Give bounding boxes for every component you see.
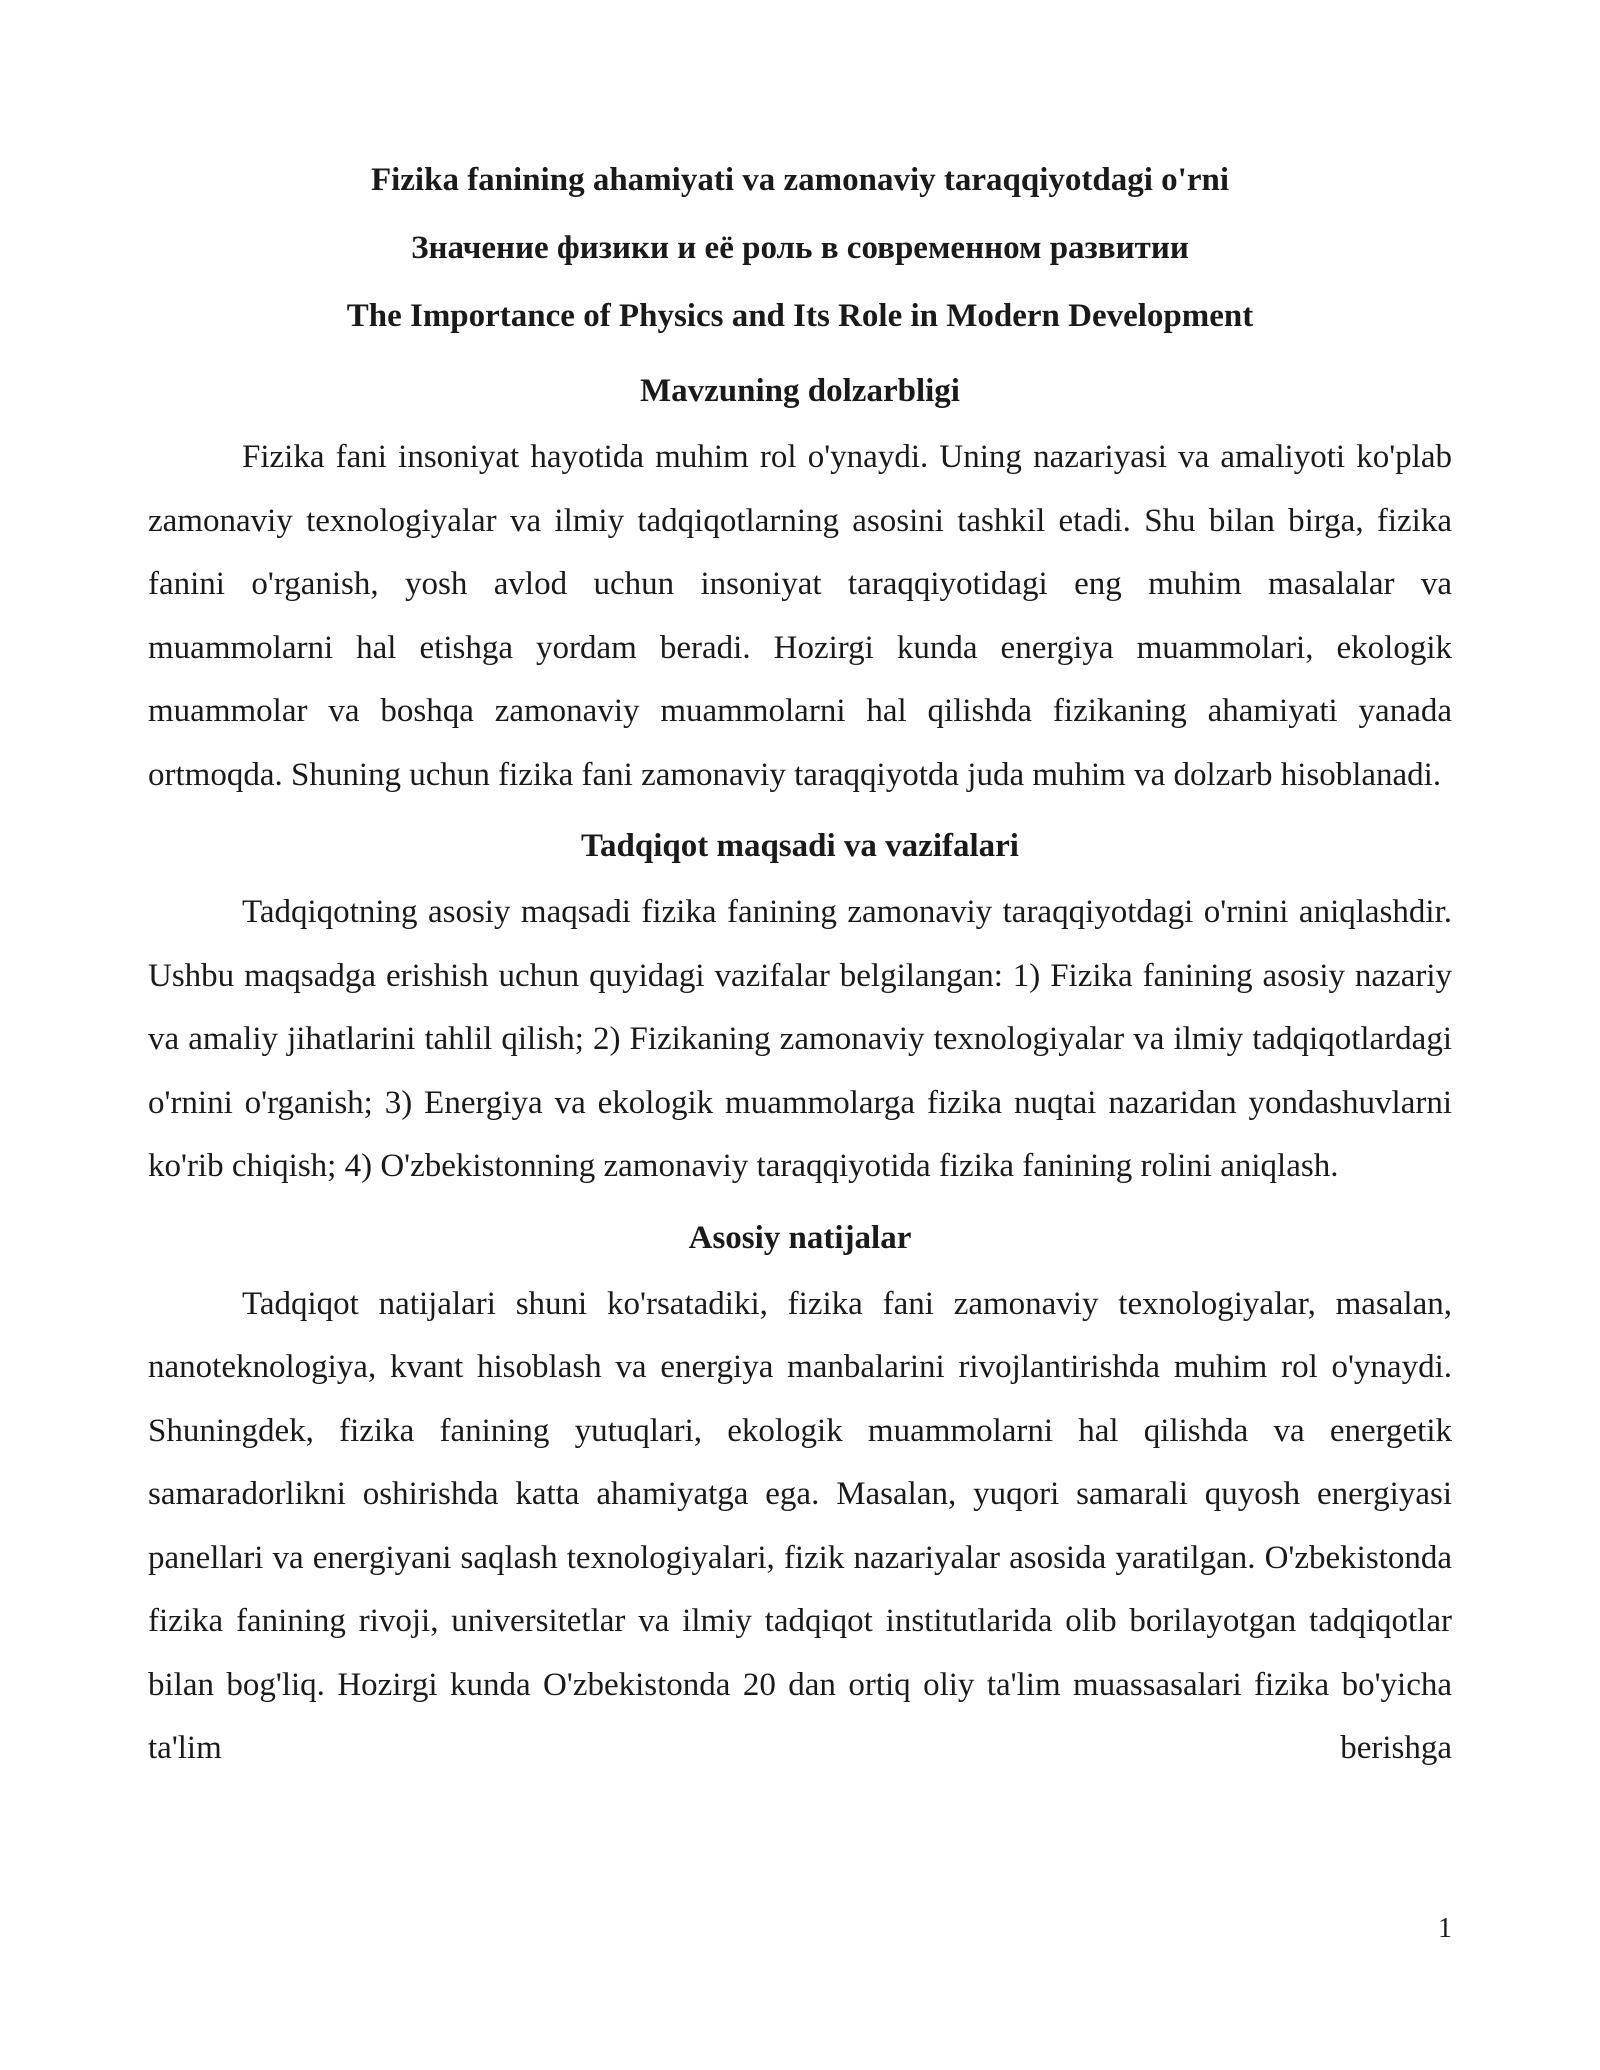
title-uzbek: Fizika fanining ahamiyati va zamonaviy taraqqiyotdagi o'rni [370, 162, 1230, 198]
section-heading-goals: Tadqiqot maqsadi va vazifalari [581, 828, 1019, 864]
section-paragraph-goals: Tadqiqotning asosiy maqsadi fizika fanining zamonaviy taraqqiyotdagi o'rnini aniqlashdir. Ushbu maqsadga erishish uchun quyidagi vazifalar belgilangan: 1) Fizika fanining asosiy nazariy va amaliy jihatlarini tahlil qilish; 2) Fizikaning zamonaviy texnologiyalar va ilmiy tadqiqotlardagi o'rnini o'rganish; 3) Energiya va ekologik muammolarga fizika nuqtai nazaridan yondashuvlarni ko'rib chiqish; 4) O'zbekistonning zamonaviy taraqqiyotida fizika fanining rolini aniqlash. [148, 894, 1452, 1184]
section-paragraph-results: Tadqiqot natijalari shuni ko'rsatadiki, fizika fani zamonaviy texnologiyalar, masalan, nanoteknologiya, kvant hisoblash va energiya manbalarini rivojlantirishda muhim rol o'ynaydi. Shuningdek, fizika fanining yutuqlari, ekologik muammolarni hal qilishda va energetik samaradorlikni oshirishda katta ahamiyatga ega. Masalan, yuqori samarali quyosh energiyasi panellari va energiyani saqlash texnologiyalari, fizik nazariyalar asosida yaratilgan. O'zbekistonda fizika fanining rivoji, universitetlar va ilmiy tadqiqot institutlarida olib borilayotgan tadqiqotlar bilan bog'liq. Hozirgi kunda O'zbekistonda 20 dan ortiq oliy ta'lim muassasalari fizika bo'yicha ta'lim berishga [148, 1285, 1452, 1766]
title-english: The Importance of Physics and Its Role in Modern Development [346, 298, 1254, 334]
title-russian: Значение физики и её роль в современном развитии [411, 230, 1189, 266]
page-number: 1 [1438, 1913, 1452, 1944]
section-paragraph-relevance: Fizika fani insoniyat hayotida muhim rol o'ynaydi. Uning nazariyasi va amaliyoti ko'plab zamonaviy texnologiyalar va ilmiy tadqiqotlarning asosini tashkil etadi. Shu bilan birga, fizika fanini o'rganish, yosh avlod uchun insoniyat taraqqiyotidagi eng muhim masalalar va muammolarni hal etishga yordam beradi. Hozirgi kunda energiya muammolari, ekologik muammolar va boshqa zamonaviy muammolarni hal qilishda fizikaning ahamiyati yanada ortmoqda. Shuning uchun fizika fani zamonaviy taraqqiyotda juda muhim va dolzarb hisoblanadi. [148, 439, 1452, 793]
section-heading-relevance: Mavzuning dolzarbligi [640, 373, 960, 409]
document-page [148, 146, 1452, 1781]
section-heading-results: Asosiy natijalar [688, 1219, 912, 1256]
